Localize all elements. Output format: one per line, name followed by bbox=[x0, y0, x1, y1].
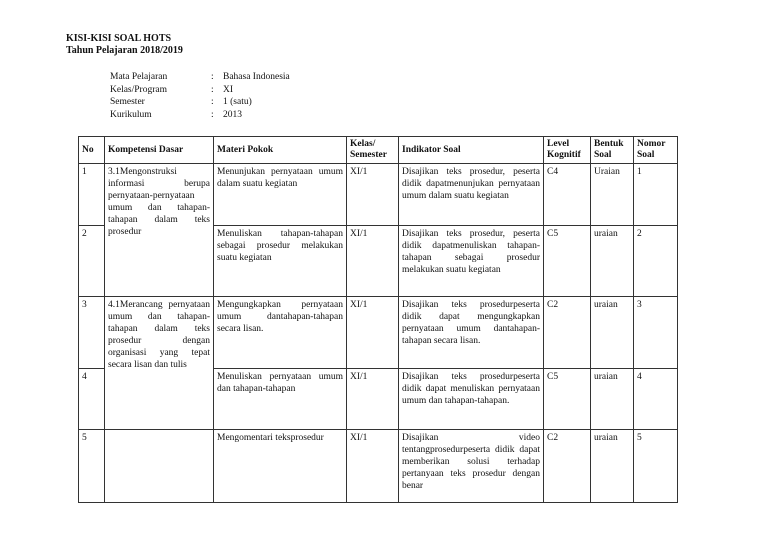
cell-nomor-soal: 5 bbox=[634, 430, 678, 503]
meta-key: Kelas/Program bbox=[110, 84, 167, 95]
cell-level-kognitif: C5 bbox=[544, 226, 591, 297]
cell-level-kognitif: C5 bbox=[544, 369, 591, 430]
cell-materi-pokok: Mengungkapkan pernyataan umum dantahapan-tahapan secara lisan. bbox=[214, 297, 347, 369]
cell-indikator-soal: Disajikan teks prosedur, peserta didik dapatmenuliskan tahapan-tahapan sebagai prosedur melakukan suatu kegiatan bbox=[399, 226, 544, 297]
cell-kelas-semester: XI/1 bbox=[347, 430, 399, 503]
meta-colon: : bbox=[211, 72, 214, 82]
meta-info bbox=[110, 71, 290, 121]
document-subtitle: Tahun Pelajaran 2018/2019 bbox=[66, 45, 183, 56]
cell-kompetensi-dasar: 3.1Mengonstruksi informasi berupa pernyataan-pernyataan umum dan tahapan-tahapan dalam teks prosedur bbox=[105, 164, 214, 297]
cell-no: 2 bbox=[79, 226, 105, 297]
cell-indikator-soal: Disajikan video tentangprosedurpeserta didik dapat memberikan solusi terhadap pertanyaan teks prosedur dengan benar bbox=[399, 430, 544, 503]
header-kelas-semester: Kelas/ Semester bbox=[347, 137, 399, 164]
cell-kelas-semester: XI/1 bbox=[347, 164, 399, 226]
cell-bentuk-soal: uraian bbox=[591, 369, 634, 430]
meta-key: Semester bbox=[110, 97, 145, 107]
table-row bbox=[79, 430, 678, 503]
header-nomor-soal: Nomor Soal bbox=[634, 137, 678, 164]
cell-materi-pokok: Mengomentari teksprosedur bbox=[214, 430, 347, 503]
cell-nomor-soal: 1 bbox=[634, 164, 678, 226]
cell-no: 5 bbox=[79, 430, 105, 503]
meta-row bbox=[110, 71, 290, 84]
cell-kelas-semester: XI/1 bbox=[347, 369, 399, 430]
cell-nomor-soal: 2 bbox=[634, 226, 678, 297]
document-title: KISI-KISI SOAL HOTS bbox=[66, 33, 172, 44]
cell-kompetensi-dasar-empty bbox=[105, 430, 214, 503]
meta-value: Bahasa Indonesia bbox=[223, 72, 290, 82]
cell-nomor-soal: 4 bbox=[634, 369, 678, 430]
cell-bentuk-soal: uraian bbox=[591, 430, 634, 503]
header-no: No bbox=[79, 137, 105, 164]
meta-colon: : bbox=[211, 84, 214, 95]
kisi-kisi-table bbox=[78, 136, 678, 503]
cell-materi-pokok: Menuliskan tahapan-tahapan sebagai prosedur melakukan suatu kegiatan bbox=[214, 226, 347, 297]
cell-kompetensi-dasar: 4.1Merancang pernyataan umum dan tahapan-tahapan dalam teks prosedur dengan organisasi yang tepat secara lisan dan tulis bbox=[105, 297, 214, 430]
meta-colon: : bbox=[211, 109, 214, 120]
header-bentuk-soal: Bentuk Soal bbox=[591, 137, 634, 164]
cell-kelas-semester: XI/1 bbox=[347, 297, 399, 369]
meta-value: XI bbox=[223, 84, 234, 95]
cell-kelas-semester: XI/1 bbox=[347, 226, 399, 297]
document-title-block bbox=[66, 33, 183, 57]
cell-bentuk-soal: uraian bbox=[591, 226, 634, 297]
meta-value: 1 (satu) bbox=[223, 97, 252, 107]
cell-level-kognitif: C4 bbox=[544, 164, 591, 226]
cell-indikator-soal: Disajikan teks prosedur, peserta didik dapatmenunjukan pernyataan umum dalam suatu kegiatan bbox=[399, 164, 544, 226]
header-materi-pokok: Materi Pokok bbox=[214, 137, 347, 164]
cell-level-kognitif: C2 bbox=[544, 297, 591, 369]
meta-value: 2013 bbox=[223, 109, 242, 120]
cell-indikator-soal: Disajikan teks prosedurpeserta didik dapat menuliskan pernyataan umum dan tahapan-tahapan. bbox=[399, 369, 544, 430]
meta-colon: : bbox=[211, 97, 214, 107]
cell-bentuk-soal: uraian bbox=[591, 297, 634, 369]
cell-indikator-soal: Disajikan teks prosedurpeserta didik dapat mengungkapkan pernyataan umum dantahapan-tahapan secara lisan. bbox=[399, 297, 544, 369]
meta-key: Kurikulum bbox=[110, 109, 152, 120]
meta-key: Mata Pelajaran bbox=[110, 72, 168, 82]
cell-materi-pokok: Menunjukan pernyataan umum dalam suatu kegiatan bbox=[214, 164, 347, 226]
header-kompetensi-dasar: Kompetensi Dasar bbox=[105, 137, 214, 164]
cell-no: 3 bbox=[79, 297, 105, 369]
header-indikator-soal: Indikator Soal bbox=[399, 137, 544, 164]
table-row bbox=[79, 164, 678, 226]
cell-no: 1 bbox=[79, 164, 105, 226]
header-level-kognitif: Level Kognitif bbox=[544, 137, 591, 164]
cell-bentuk-soal: Uraian bbox=[591, 164, 634, 226]
cell-no: 4 bbox=[79, 369, 105, 430]
cell-materi-pokok: Menuliskan pernyataan umum dan tahapan-tahapan bbox=[214, 369, 347, 430]
meta-row bbox=[110, 84, 290, 97]
meta-row bbox=[110, 96, 290, 109]
table-header-row bbox=[79, 137, 678, 164]
meta-row bbox=[110, 109, 290, 122]
cell-level-kognitif: C2 bbox=[544, 430, 591, 503]
cell-nomor-soal: 3 bbox=[634, 297, 678, 369]
table-row bbox=[79, 297, 678, 369]
